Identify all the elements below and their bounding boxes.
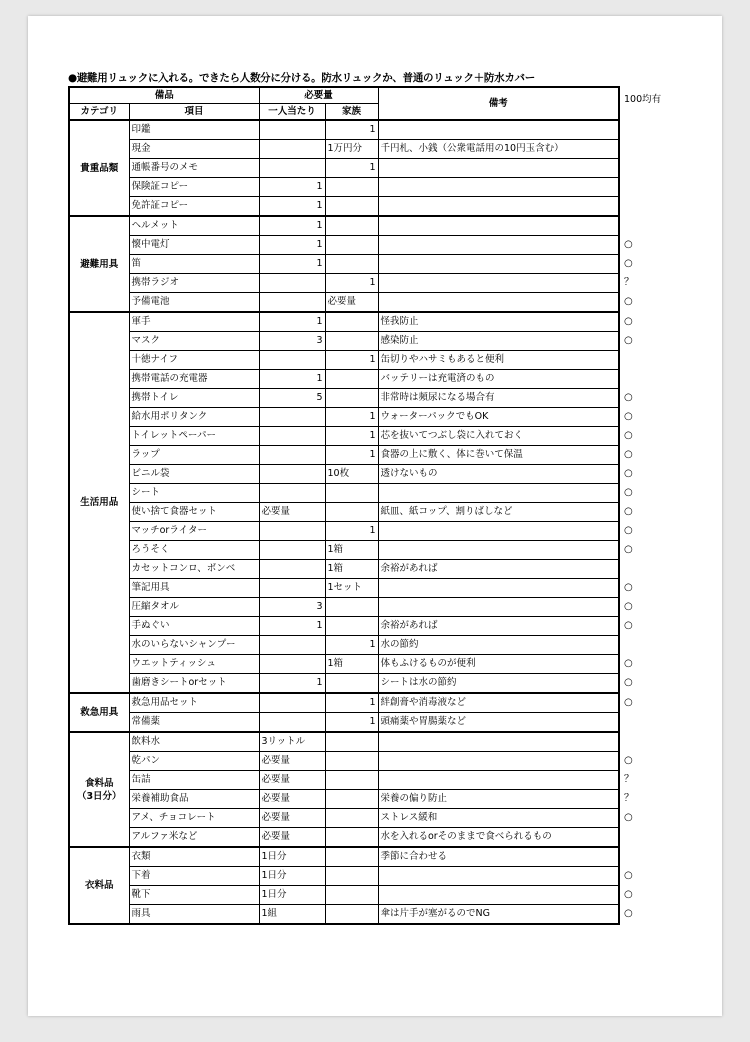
header-per-person: 一人当たり [259, 104, 325, 121]
category-cell: 衣料品 [69, 847, 129, 924]
item-cell: 使い捨て食器セット [129, 503, 259, 522]
note-cell [378, 255, 619, 274]
table-row [69, 312, 619, 332]
per-person-cell [259, 655, 325, 674]
per-person-cell [259, 484, 325, 503]
table-row [69, 370, 619, 389]
note-cell: 傘は片手が塞がるのでNG [378, 905, 619, 925]
category-cell: 救急用具 [69, 693, 129, 732]
family-cell [325, 332, 378, 351]
family-cell [325, 178, 378, 197]
item-cell: カセットコンロ、ボンベ [129, 560, 259, 579]
family-cell [325, 771, 378, 790]
per-person-cell [259, 427, 325, 446]
note-cell: 缶切りやハサミもあると便利 [378, 351, 619, 370]
per-person-cell [259, 560, 325, 579]
available-circle-mark: ○ [624, 296, 633, 308]
family-cell [325, 236, 378, 255]
available-circle-mark: ○ [624, 696, 633, 708]
table-row [69, 274, 619, 293]
family-cell: 1 [325, 408, 378, 427]
table-row [69, 408, 619, 427]
family-cell: 1 [325, 427, 378, 446]
item-cell: 栄養補助食品 [129, 790, 259, 809]
table-row [69, 790, 619, 809]
per-person-cell [259, 693, 325, 713]
item-cell: 通帳番号のメモ [129, 159, 259, 178]
per-person-cell: 3 [259, 332, 325, 351]
item-cell: 常備薬 [129, 713, 259, 733]
per-person-cell: 1 [259, 216, 325, 236]
item-cell: 軍手 [129, 312, 259, 332]
note-cell [378, 236, 619, 255]
table-row [69, 905, 619, 925]
per-person-cell: 1 [259, 197, 325, 217]
item-cell: 保険証コピー [129, 178, 259, 197]
category-cell: 貴重品類 [69, 120, 129, 216]
item-cell: 予備電池 [129, 293, 259, 313]
per-person-cell: 1 [259, 312, 325, 332]
header-item: 項目 [129, 104, 259, 121]
family-cell: 1箱 [325, 541, 378, 560]
available-circle-mark: ○ [624, 677, 633, 689]
item-cell: 筆記用具 [129, 579, 259, 598]
available-circle-mark: ○ [624, 908, 633, 920]
header-bikou: 備考 [378, 87, 619, 120]
per-person-cell [259, 351, 325, 370]
table-row [69, 617, 619, 636]
per-person-cell [259, 541, 325, 560]
header-bihin: 備品 [69, 87, 259, 104]
per-person-cell: 1日分 [259, 886, 325, 905]
per-person-cell [259, 274, 325, 293]
note-cell: 季節に合わせる [378, 847, 619, 867]
note-cell: 非常時は頻尿になる場合有 [378, 389, 619, 408]
note-cell [378, 598, 619, 617]
note-cell: 余裕があれば [378, 560, 619, 579]
uncertain-question-mark: ？ [624, 793, 634, 804]
table-row [69, 867, 619, 886]
table-row [69, 579, 619, 598]
available-circle-mark: ○ [624, 755, 633, 766]
per-person-cell [259, 465, 325, 484]
available-circle-mark: ○ [624, 812, 633, 823]
available-circle-mark: ○ [624, 487, 633, 498]
available-circle-mark: ○ [624, 315, 633, 327]
family-cell [325, 503, 378, 522]
available-circle-mark: ○ [624, 870, 633, 881]
per-person-cell: 1 [259, 178, 325, 197]
supply-table [68, 86, 620, 925]
family-cell: 1 [325, 636, 378, 655]
note-cell [378, 886, 619, 905]
table-row [69, 465, 619, 484]
family-cell: 1 [325, 120, 378, 140]
available-circle-mark: ○ [624, 544, 633, 555]
per-person-cell: 3 [259, 598, 325, 617]
per-person-cell: 必要量 [259, 790, 325, 809]
item-cell: 携帯トイレ [129, 389, 259, 408]
table-row [69, 236, 619, 255]
table-row [69, 120, 619, 140]
per-person-cell [259, 636, 325, 655]
family-cell [325, 905, 378, 925]
family-cell [325, 216, 378, 236]
item-cell: 缶詰 [129, 771, 259, 790]
item-cell: アルファ米など [129, 828, 259, 848]
item-cell: 免許証コピー [129, 197, 259, 217]
table-row [69, 293, 619, 313]
item-cell: 現金 [129, 140, 259, 159]
family-cell: 1 [325, 274, 378, 293]
per-person-cell: 1日分 [259, 867, 325, 886]
table-row [69, 847, 619, 867]
item-cell: 印鑑 [129, 120, 259, 140]
per-person-cell [259, 446, 325, 465]
item-cell: ラップ [129, 446, 259, 465]
per-person-cell: 1組 [259, 905, 325, 925]
family-cell: 1 [325, 713, 378, 733]
family-cell [325, 370, 378, 389]
available-circle-mark: ○ [624, 411, 633, 422]
table-row [69, 178, 619, 197]
note-cell: ストレス緩和 [378, 809, 619, 828]
table-row [69, 446, 619, 465]
table-row [69, 809, 619, 828]
item-cell: 飲料水 [129, 732, 259, 752]
available-circle-mark: ○ [624, 430, 633, 441]
category-cell: 生活用品 [69, 312, 129, 693]
item-cell: シート [129, 484, 259, 503]
family-cell: 1 [325, 522, 378, 541]
per-person-cell [259, 140, 325, 159]
family-cell: 1 [325, 693, 378, 713]
note-cell [378, 178, 619, 197]
family-cell: 1箱 [325, 655, 378, 674]
per-person-cell [259, 579, 325, 598]
per-person-cell [259, 120, 325, 140]
item-cell: ビニル袋 [129, 465, 259, 484]
category-cell: 食料品 （3日分） [69, 732, 129, 847]
item-cell: ウエットティッシュ [129, 655, 259, 674]
note-cell: 千円札、小銭（公衆電話用の10円玉含む） [378, 140, 619, 159]
note-cell [378, 752, 619, 771]
note-cell: 食器の上に敷く、体に巻いて保温 [378, 446, 619, 465]
note-cell: 水を入れるorそのままで食べられるもの [378, 828, 619, 848]
table-row [69, 886, 619, 905]
table-row [69, 351, 619, 370]
side-note-100yen: 100均有 [624, 94, 662, 105]
family-cell [325, 255, 378, 274]
table-row [69, 598, 619, 617]
note-cell: 余裕があれば [378, 617, 619, 636]
table-row [69, 674, 619, 694]
available-circle-mark: ○ [624, 258, 633, 269]
table-row [69, 332, 619, 351]
per-person-cell: 必要量 [259, 771, 325, 790]
header-family: 家族 [325, 104, 378, 121]
note-cell [378, 522, 619, 541]
note-cell: 栄養の偏り防止 [378, 790, 619, 809]
available-circle-mark: ○ [624, 889, 633, 900]
table-row [69, 541, 619, 560]
table-row [69, 771, 619, 790]
family-cell [325, 197, 378, 217]
item-cell: 衣類 [129, 847, 259, 867]
note-cell [378, 120, 619, 140]
item-cell: 携帯ラジオ [129, 274, 259, 293]
item-cell: 懐中電灯 [129, 236, 259, 255]
item-cell: 靴下 [129, 886, 259, 905]
note-cell: 紙皿、紙コップ、割りばしなど [378, 503, 619, 522]
per-person-cell: 必要量 [259, 809, 325, 828]
family-cell: 1セット [325, 579, 378, 598]
table-row [69, 636, 619, 655]
family-cell: 10枚 [325, 465, 378, 484]
uncertain-question-mark: ？ [624, 277, 634, 288]
table-row [69, 427, 619, 446]
note-cell [378, 541, 619, 560]
per-person-cell [259, 293, 325, 313]
per-person-cell: 1 [259, 255, 325, 274]
table-row [69, 389, 619, 408]
item-cell: 笛 [129, 255, 259, 274]
table-row [69, 159, 619, 178]
table-row [69, 693, 619, 713]
note-cell: 頭痛薬や胃腸薬など [378, 713, 619, 733]
per-person-cell [259, 713, 325, 733]
item-cell: マッチorライター [129, 522, 259, 541]
available-circle-mark: ○ [624, 525, 633, 536]
family-cell: 1万円分 [325, 140, 378, 159]
item-cell: 救急用品セット [129, 693, 259, 713]
header-category: カテゴリ [69, 104, 129, 121]
family-cell [325, 484, 378, 503]
per-person-cell: 必要量 [259, 503, 325, 522]
note-cell [378, 579, 619, 598]
item-cell: トイレットペーパー [129, 427, 259, 446]
note-cell: 感染防止 [378, 332, 619, 351]
item-cell: 雨具 [129, 905, 259, 925]
note-cell: 怪我防止 [378, 312, 619, 332]
family-cell [325, 732, 378, 752]
family-cell: 1箱 [325, 560, 378, 579]
note-cell [378, 216, 619, 236]
header-hitsuyouryou: 必要量 [259, 87, 378, 104]
available-circle-mark: ○ [624, 392, 633, 403]
note-cell: 絆創膏や消毒液など [378, 693, 619, 713]
item-cell: マスク [129, 332, 259, 351]
uncertain-question-mark: ？ [624, 774, 634, 785]
item-cell: 給水用ポリタンク [129, 408, 259, 427]
note-cell: ウォーターパックでもOK [378, 408, 619, 427]
note-cell: 芯を抜いてつぶし袋に入れておく [378, 427, 619, 446]
table-row [69, 713, 619, 733]
available-circle-mark: ○ [624, 335, 633, 346]
family-cell [325, 674, 378, 694]
available-circle-mark: ○ [624, 449, 633, 460]
family-cell: 1 [325, 159, 378, 178]
note-cell [378, 732, 619, 752]
note-cell [378, 867, 619, 886]
per-person-cell: 1 [259, 236, 325, 255]
available-circle-mark: ○ [624, 582, 633, 593]
document-title: ●避難用リュックに入れる。できたら人数分に分ける。防水リュックか、普通のリュック＋防水カバー [68, 72, 535, 84]
table-row [69, 503, 619, 522]
note-cell [378, 484, 619, 503]
per-person-cell [259, 522, 325, 541]
table-row [69, 197, 619, 217]
available-circle-mark: ○ [624, 601, 633, 612]
note-cell [378, 293, 619, 313]
item-cell: アメ、チョコレート [129, 809, 259, 828]
family-cell [325, 867, 378, 886]
note-cell: 体もふけるものが便利 [378, 655, 619, 674]
table-row [69, 140, 619, 159]
table-row [69, 655, 619, 674]
item-cell: 乾パン [129, 752, 259, 771]
item-cell: 歯磨きシートorセット [129, 674, 259, 694]
table-row [69, 560, 619, 579]
per-person-cell: 1 [259, 674, 325, 694]
per-person-cell: 5 [259, 389, 325, 408]
per-person-cell [259, 408, 325, 427]
family-cell [325, 790, 378, 809]
item-cell: 水のいらないシャンプー [129, 636, 259, 655]
family-cell: 1 [325, 446, 378, 465]
item-cell: 圧縮タオル [129, 598, 259, 617]
item-cell: ヘルメット [129, 216, 259, 236]
family-cell [325, 389, 378, 408]
table-row [69, 752, 619, 771]
item-cell: ろうそく [129, 541, 259, 560]
family-cell [325, 598, 378, 617]
available-circle-mark: ○ [624, 239, 633, 250]
per-person-cell: 3リットル [259, 732, 325, 752]
family-cell [325, 828, 378, 848]
per-person-cell [259, 159, 325, 178]
note-cell [378, 274, 619, 293]
per-person-cell: 1 [259, 617, 325, 636]
per-person-cell: 1日分 [259, 847, 325, 867]
note-cell [378, 159, 619, 178]
item-cell: 下着 [129, 867, 259, 886]
table-row [69, 828, 619, 848]
item-cell: 手ぬぐい [129, 617, 259, 636]
family-cell: 必要量 [325, 293, 378, 313]
available-circle-mark: ○ [624, 620, 633, 631]
note-cell [378, 197, 619, 217]
category-cell: 避難用具 [69, 216, 129, 312]
family-cell [325, 617, 378, 636]
family-cell [325, 809, 378, 828]
family-cell [325, 312, 378, 332]
family-cell [325, 847, 378, 867]
table-row [69, 484, 619, 503]
table-row [69, 522, 619, 541]
item-cell: 携帯電話の充電器 [129, 370, 259, 389]
note-cell: シートは水の節約 [378, 674, 619, 694]
per-person-cell: 1 [259, 370, 325, 389]
note-cell: バッテリーは充電済のもの [378, 370, 619, 389]
item-cell: 十徳ナイフ [129, 351, 259, 370]
per-person-cell: 必要量 [259, 752, 325, 771]
available-circle-mark: ○ [624, 506, 633, 517]
family-cell [325, 886, 378, 905]
note-cell [378, 771, 619, 790]
table-row [69, 732, 619, 752]
available-circle-mark: ○ [624, 658, 633, 669]
per-person-cell: 必要量 [259, 828, 325, 848]
table-row [69, 216, 619, 236]
table-row [69, 255, 619, 274]
available-circle-mark: ○ [624, 468, 633, 479]
note-cell: 水の節約 [378, 636, 619, 655]
note-cell: 透けないもの [378, 465, 619, 484]
family-cell: 1 [325, 351, 378, 370]
family-cell [325, 752, 378, 771]
